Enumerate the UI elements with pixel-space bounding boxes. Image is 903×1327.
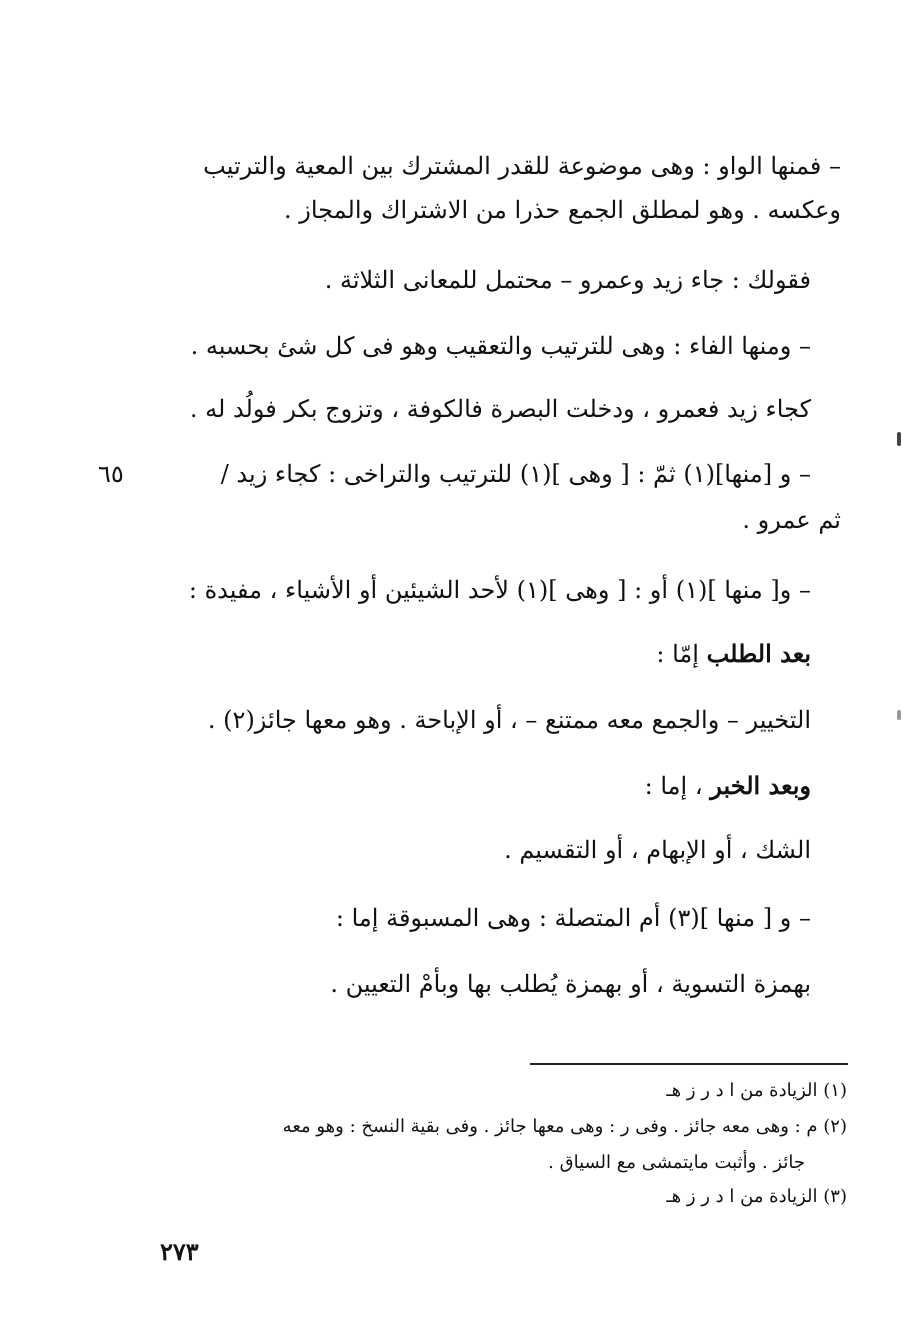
text-line-12: الشك ، أو الإبهام ، أو التقسيم . (504, 836, 811, 864)
text-line-13: – و [ منها ](٣) أم المتصلة : وهى المسبوقة إما : (335, 904, 811, 932)
text-line-3: فقولك : جاء زيد وعمرو – محتمل للمعانى الثلاثة . (324, 266, 811, 294)
footnote-3: (٣) الزيادة من ا د ر ز هـ (666, 1186, 847, 1207)
text-line-2: وعكسه . وهو لمطلق الجمع حذرا من الاشتراك والمجاز . (283, 196, 841, 224)
footnote-separator (530, 1063, 848, 1065)
footnote-2: (٢) م : وهى معه جائز . وفى ر : وهى معها جائز . وفى بقية النسخ : وهو معه (282, 1116, 847, 1137)
text-line-8: – و[ منها ](١) أو : [ وهى ](١) لأحد الشيئين أو الأشياء ، مفيدة : (188, 576, 811, 604)
page-number: ٢٧٣ (160, 1237, 199, 1266)
heading-after-report: وبعد الخبر (710, 771, 811, 800)
heading-after-request-rest: إمّا : (656, 640, 699, 668)
text-line-4: – ومنها الفاء : وهى للترتيب والتعقيب وهو فى كل شئ بحسبه . (190, 332, 811, 360)
footnote-1: (١) الزيادة من ا د ر ز هـ (666, 1080, 847, 1101)
text-line-7: ثم عمرو . (742, 506, 841, 534)
text-line-6: – و [منها](١) ثمّ : [ وهى ](١) للترتيب والتراخى : كجاء زيد / (220, 460, 811, 488)
text-line-9 (656, 638, 811, 670)
text-line-14: بهمزة التسوية ، أو بهمزة يُطلب بها وبأمْ التعيين . (330, 970, 811, 998)
text-line-11 (645, 770, 811, 802)
scan-edge-mark (897, 432, 901, 446)
scan-edge-mark-lower (897, 710, 901, 720)
heading-after-request: بعد الطلب (706, 639, 811, 668)
footnote-2-continued: جائز . وأثبت مايتمشى مع السياق . (548, 1152, 805, 1173)
heading-after-report-rest: ، إما : (644, 772, 703, 800)
text-line-5: كجاء زيد فعمرو ، ودخلت البصرة فالكوفة ، وتزوج بكر فولُد له . (189, 395, 811, 423)
text-line-10: التخيير – والجمع معه ممتنع – ، أو الإباحة . وهو معها جائز(٢) . (207, 706, 811, 734)
margin-folio-number: ٦٥ (98, 460, 124, 488)
text-line-1: – فمنها الواو : وهى موضوعة للقدر المشترك بين المعية والترتيب (203, 152, 841, 180)
